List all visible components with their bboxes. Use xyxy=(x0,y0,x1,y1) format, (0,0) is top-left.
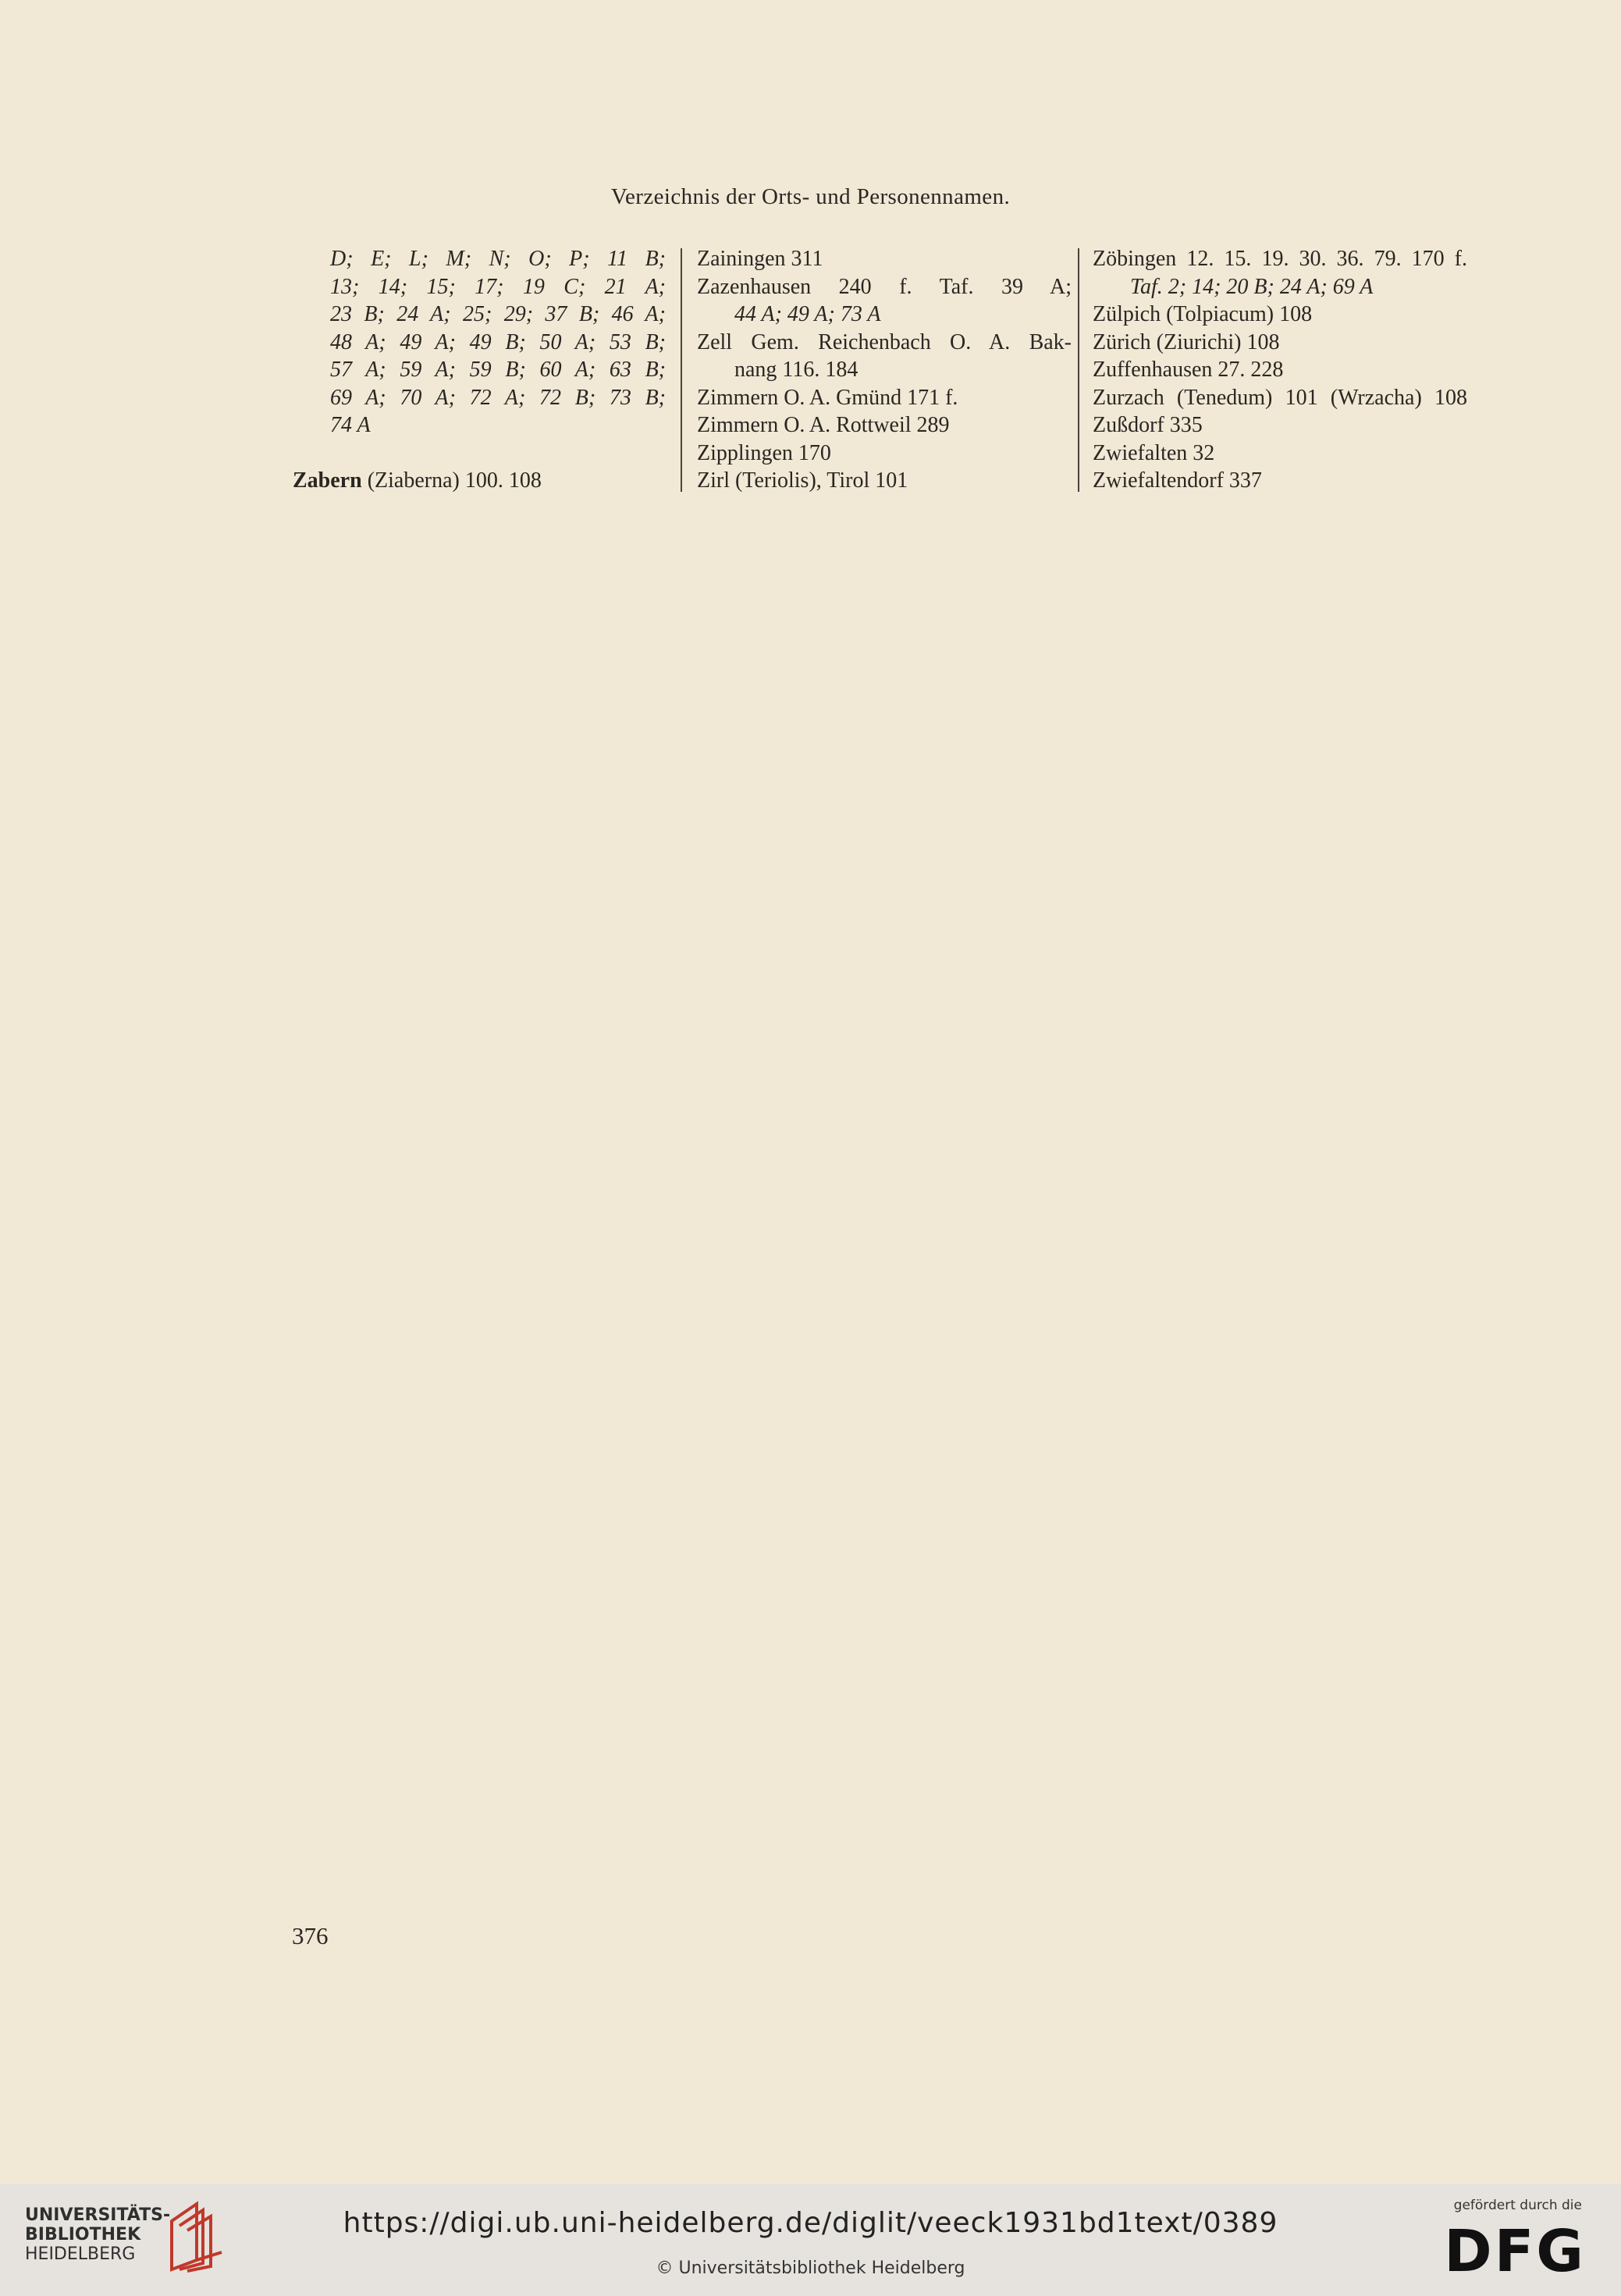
index-line: 44 A; 49 A; 73 A xyxy=(734,302,881,326)
index-line: 74 A xyxy=(330,413,371,437)
index-line: nang 116. 184 xyxy=(734,358,858,382)
index-entry-text: (Ziaberna) 100. 108 xyxy=(361,468,542,493)
index-line: Zußdorf 335 xyxy=(1093,413,1203,437)
index-line: Zainingen 311 xyxy=(697,247,823,271)
sponsor-text: gefördert durch die xyxy=(1453,2198,1582,2213)
index-column-3 xyxy=(1093,245,1467,495)
copyright-notice: © Universitätsbibliothek Heidelberg xyxy=(656,2259,965,2278)
index-line: Zwiefaltendorf 337 xyxy=(1093,468,1262,493)
ub-logo-line: BIBLIOTHEK xyxy=(25,2225,141,2244)
index-line: Zell Gem. Reichenbach O. A. Bak- xyxy=(697,329,1072,354)
permalink-url[interactable]: https://digi.ub.uni-heidelberg.de/diglit/veeck1931bd1text/0389 xyxy=(343,2207,1278,2239)
dfg-logo[interactable]: DFG xyxy=(1444,2218,1586,2285)
index-column-1 xyxy=(293,245,666,495)
index-line: Taf. 2; 14; 20 B; 24 A; 69 A xyxy=(1130,274,1374,299)
index-line: Zazenhausen 240 f. Taf. 39 A; xyxy=(697,274,1072,299)
page-title: Verzeichnis der Orts- und Personennamen. xyxy=(610,184,1011,209)
index-line: 48 A; 49 A; 49 B; 50 A; 53 B; xyxy=(330,329,666,354)
index-line: Zülpich (Tolpiacum) 108 xyxy=(1093,302,1313,326)
index-line: 57 A; 59 A; 59 B; 60 A; 63 B; xyxy=(330,358,666,382)
index-column-2 xyxy=(697,245,1072,495)
index-line: Zipplingen 170 xyxy=(697,440,831,465)
index-line: 23 B; 24 A; 25; 29; 37 B; 46 A; xyxy=(330,302,666,326)
page-number: 376 xyxy=(292,1922,329,1949)
column-divider xyxy=(1078,248,1079,492)
ub-logo-line: UNIVERSITÄTS- xyxy=(25,2205,171,2225)
column-spacer xyxy=(293,440,666,468)
index-line: D; E; L; M; N; O; P; 11 B; xyxy=(330,247,666,271)
index-line: Zuffenhausen 27. 228 xyxy=(1093,358,1284,382)
index-line: Zurzach (Tenedum) 101 (Wrzacha) 108 xyxy=(1093,385,1467,410)
index-line: Zirl (Teriolis), Tirol 101 xyxy=(697,468,908,493)
index-line: Zürich (Ziurichi) 108 xyxy=(1093,329,1280,354)
column-divider xyxy=(681,248,682,492)
ub-logo-line: HEIDELBERG xyxy=(25,2244,136,2264)
index-entry-zabern xyxy=(293,467,666,495)
index-line: Zwiefalten 32 xyxy=(1093,440,1215,465)
index-line: Zöbingen 12. 15. 19. 30. 36. 79. 170 f. xyxy=(1093,247,1467,271)
footer-bar xyxy=(0,2184,1621,2296)
index-line: 13; 14; 15; 17; 19 C; 21 A; xyxy=(330,274,666,299)
index-line: Zimmern O. A. Rottweil 289 xyxy=(697,413,950,437)
index-line: Zimmern O. A. Gmünd 171 f. xyxy=(697,385,958,410)
index-entry-head: Zabern xyxy=(293,468,362,493)
index-line: 69 A; 70 A; 72 A; 72 B; 73 B; xyxy=(330,385,666,410)
